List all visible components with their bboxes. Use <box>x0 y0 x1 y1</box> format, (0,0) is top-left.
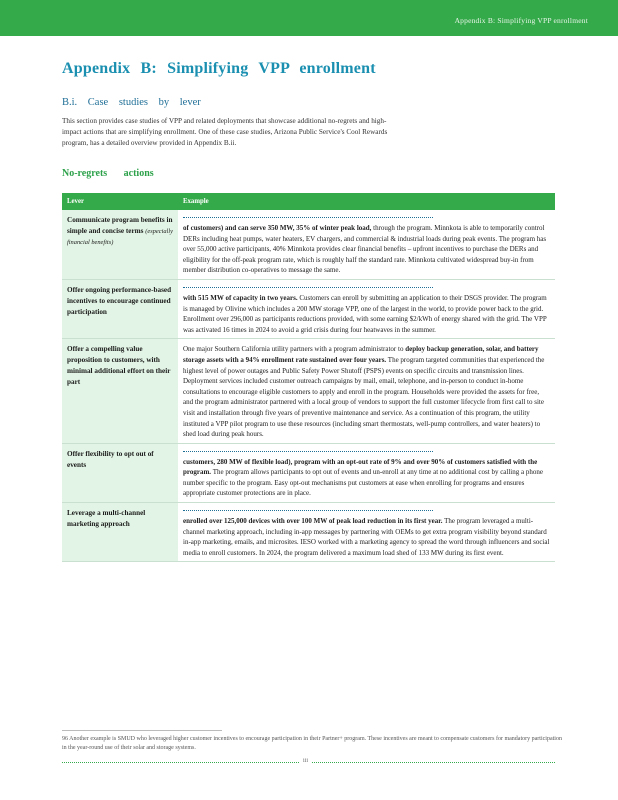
subsection-heading: No-regrets actions <box>62 168 154 179</box>
example-lead: of customers) and can serve 350 MW, 35% of winter peak load, <box>183 224 372 232</box>
lever-cell <box>62 443 178 502</box>
example-cell <box>178 339 555 443</box>
table-row <box>62 503 555 562</box>
example-cell <box>178 210 555 279</box>
section-title: Case studies by lever <box>87 97 201 108</box>
page-title: Appendix B: Simplifying VPP enrollment <box>62 60 376 77</box>
section-heading <box>62 97 201 108</box>
example-text: through the program. Minnkota is able to temporarily control DERs including heat pumps, water heaters, EV chargers, and commercial & industrial loads during peak events. The program has over 55,000 active participants, 40% Minnkota provides clear financial benefits – upfront incentives to purchase the DERs and eligibility for the off-peak program rate, which is roughly half the standard rate. Minnkota cultivated widespread buy-in from member distribution co-operatives to message the same. <box>183 224 547 275</box>
lever-label: Offer flexibility to opt out of events <box>67 449 154 469</box>
lever-label: Offer ongoing performance-based incentives to encourage continued participation <box>67 285 172 316</box>
lever-cell <box>62 503 178 562</box>
running-header: Appendix B: Simplifying VPP enrollment <box>454 16 588 25</box>
lever-label: Offer a compelling value proposition to customers, with minimal additional effort on their part <box>67 345 171 387</box>
header-lever: Lever <box>62 193 178 210</box>
lever-cell <box>62 279 178 338</box>
example-cell <box>178 503 555 562</box>
lever-label: Leverage a multi-channel marketing approach <box>67 509 146 529</box>
case-study-table <box>62 193 555 562</box>
redacted-link-line <box>183 451 433 457</box>
lever-cell <box>62 210 178 279</box>
footnote: 96 Another example is SMUD who leveraged higher customer incentives to encourage participation in their Partner+ program. These incentives are meant to compensate customers for mandatory participation in the year-round use of their solar and storage systems. <box>62 736 562 751</box>
table-row <box>62 210 555 279</box>
example-cell <box>178 279 555 338</box>
intro-paragraph: This section provides case studies of VPP and related deployments that showcase additional no-regrets and high-impact actions that are simplifying enrollment. One of these case studies, Arizona Public Service's Cool Rewards program, has a detailed overview provided in Appendix B.ii. <box>62 117 388 147</box>
lever-note: (especially financial benefits) <box>67 228 173 246</box>
example-highlight: deploy backup generation, solar, and battery storage assets with a 94% enrollment rate sustained over four years. <box>183 345 539 364</box>
redacted-link-line <box>183 217 433 223</box>
redacted-link-line <box>183 287 433 293</box>
footnote-divider <box>62 730 222 731</box>
example-lead: customers, 280 MW of flexible load), program with an opt-out rate of 9% and over 90% of customers satisfied with the program. <box>183 457 538 477</box>
lever-label: Communicate program benefits in simple and concise terms <box>67 216 173 235</box>
example-text: Customers can enroll by submitting an application to their DSGS provider. The program is managed by Olivine which includes a 200 MW storage VPP, one of the largest in the world, to provide power back to the grid. Enrollment over 296,000 as participants reductions provided, with some earning $2/kWh of energy shared with the grid. The VPP was activated 16 times in 2024 to avoid a grid crisis during four heatwaves in the summer. <box>183 293 547 334</box>
example-lead: with 515 MW of capacity in two years. <box>183 293 298 302</box>
example-text: One major Southern California utility partners with a program administrator to <box>183 345 404 354</box>
table-row <box>62 279 555 338</box>
example-text: The program allows participants to opt out of events and un-enroll at any time at no additional cost by calling a phone number specific to the program. Easy opt-out mechanisms put customers at ease when enrolling for programs and ensures appropriate customer protections are in place. <box>183 468 543 498</box>
section-number: B.i. <box>62 97 78 108</box>
table-row <box>62 443 555 502</box>
example-text: The program leveraged a multi-channel marketing approach, including in-app messages by partnering with OEMs to get extra program visibility beyond standard in-app marketing, emails, and microsites. IESO worked with a marketing agency to spread the word through influencers and social media to enroll customers. In 2024, the program delivered a maximum load shed of 133 MW during its first event. <box>183 517 550 557</box>
header-band <box>0 0 618 36</box>
example-lead: enrolled over 125,000 devices with over 100 MW of peak load reduction in its first year. <box>183 517 443 526</box>
example-cell <box>178 443 555 502</box>
header-example: Example <box>178 193 555 210</box>
lever-cell <box>62 339 178 443</box>
page-number: iii <box>300 758 311 764</box>
redacted-link-line <box>183 510 433 516</box>
table-header-row <box>62 193 555 210</box>
example-text: The program targeted communities that experienced the highest level of power outages and Public Safety Power Shutoff (PSPS) events on specific circuits and transmission lines. Deployment services included customer outreach campaigns by mail, email, telephone, and in-person to conduct in-home consultations to encourage eligible customers to apply and enroll in the program. Households were provided the assets for free, and the program administrator partnered with a local group of vendors to support the full customer lifecycle from first call to site visit and installation through five years of preventive maintenance and service. As a continuation of this program, the utility instituted a VPP pilot program to use these resources (including smart thermostats, well-pump controllers, and water heaters) to shed load during peak hours. <box>183 355 545 439</box>
table-row <box>62 339 555 443</box>
